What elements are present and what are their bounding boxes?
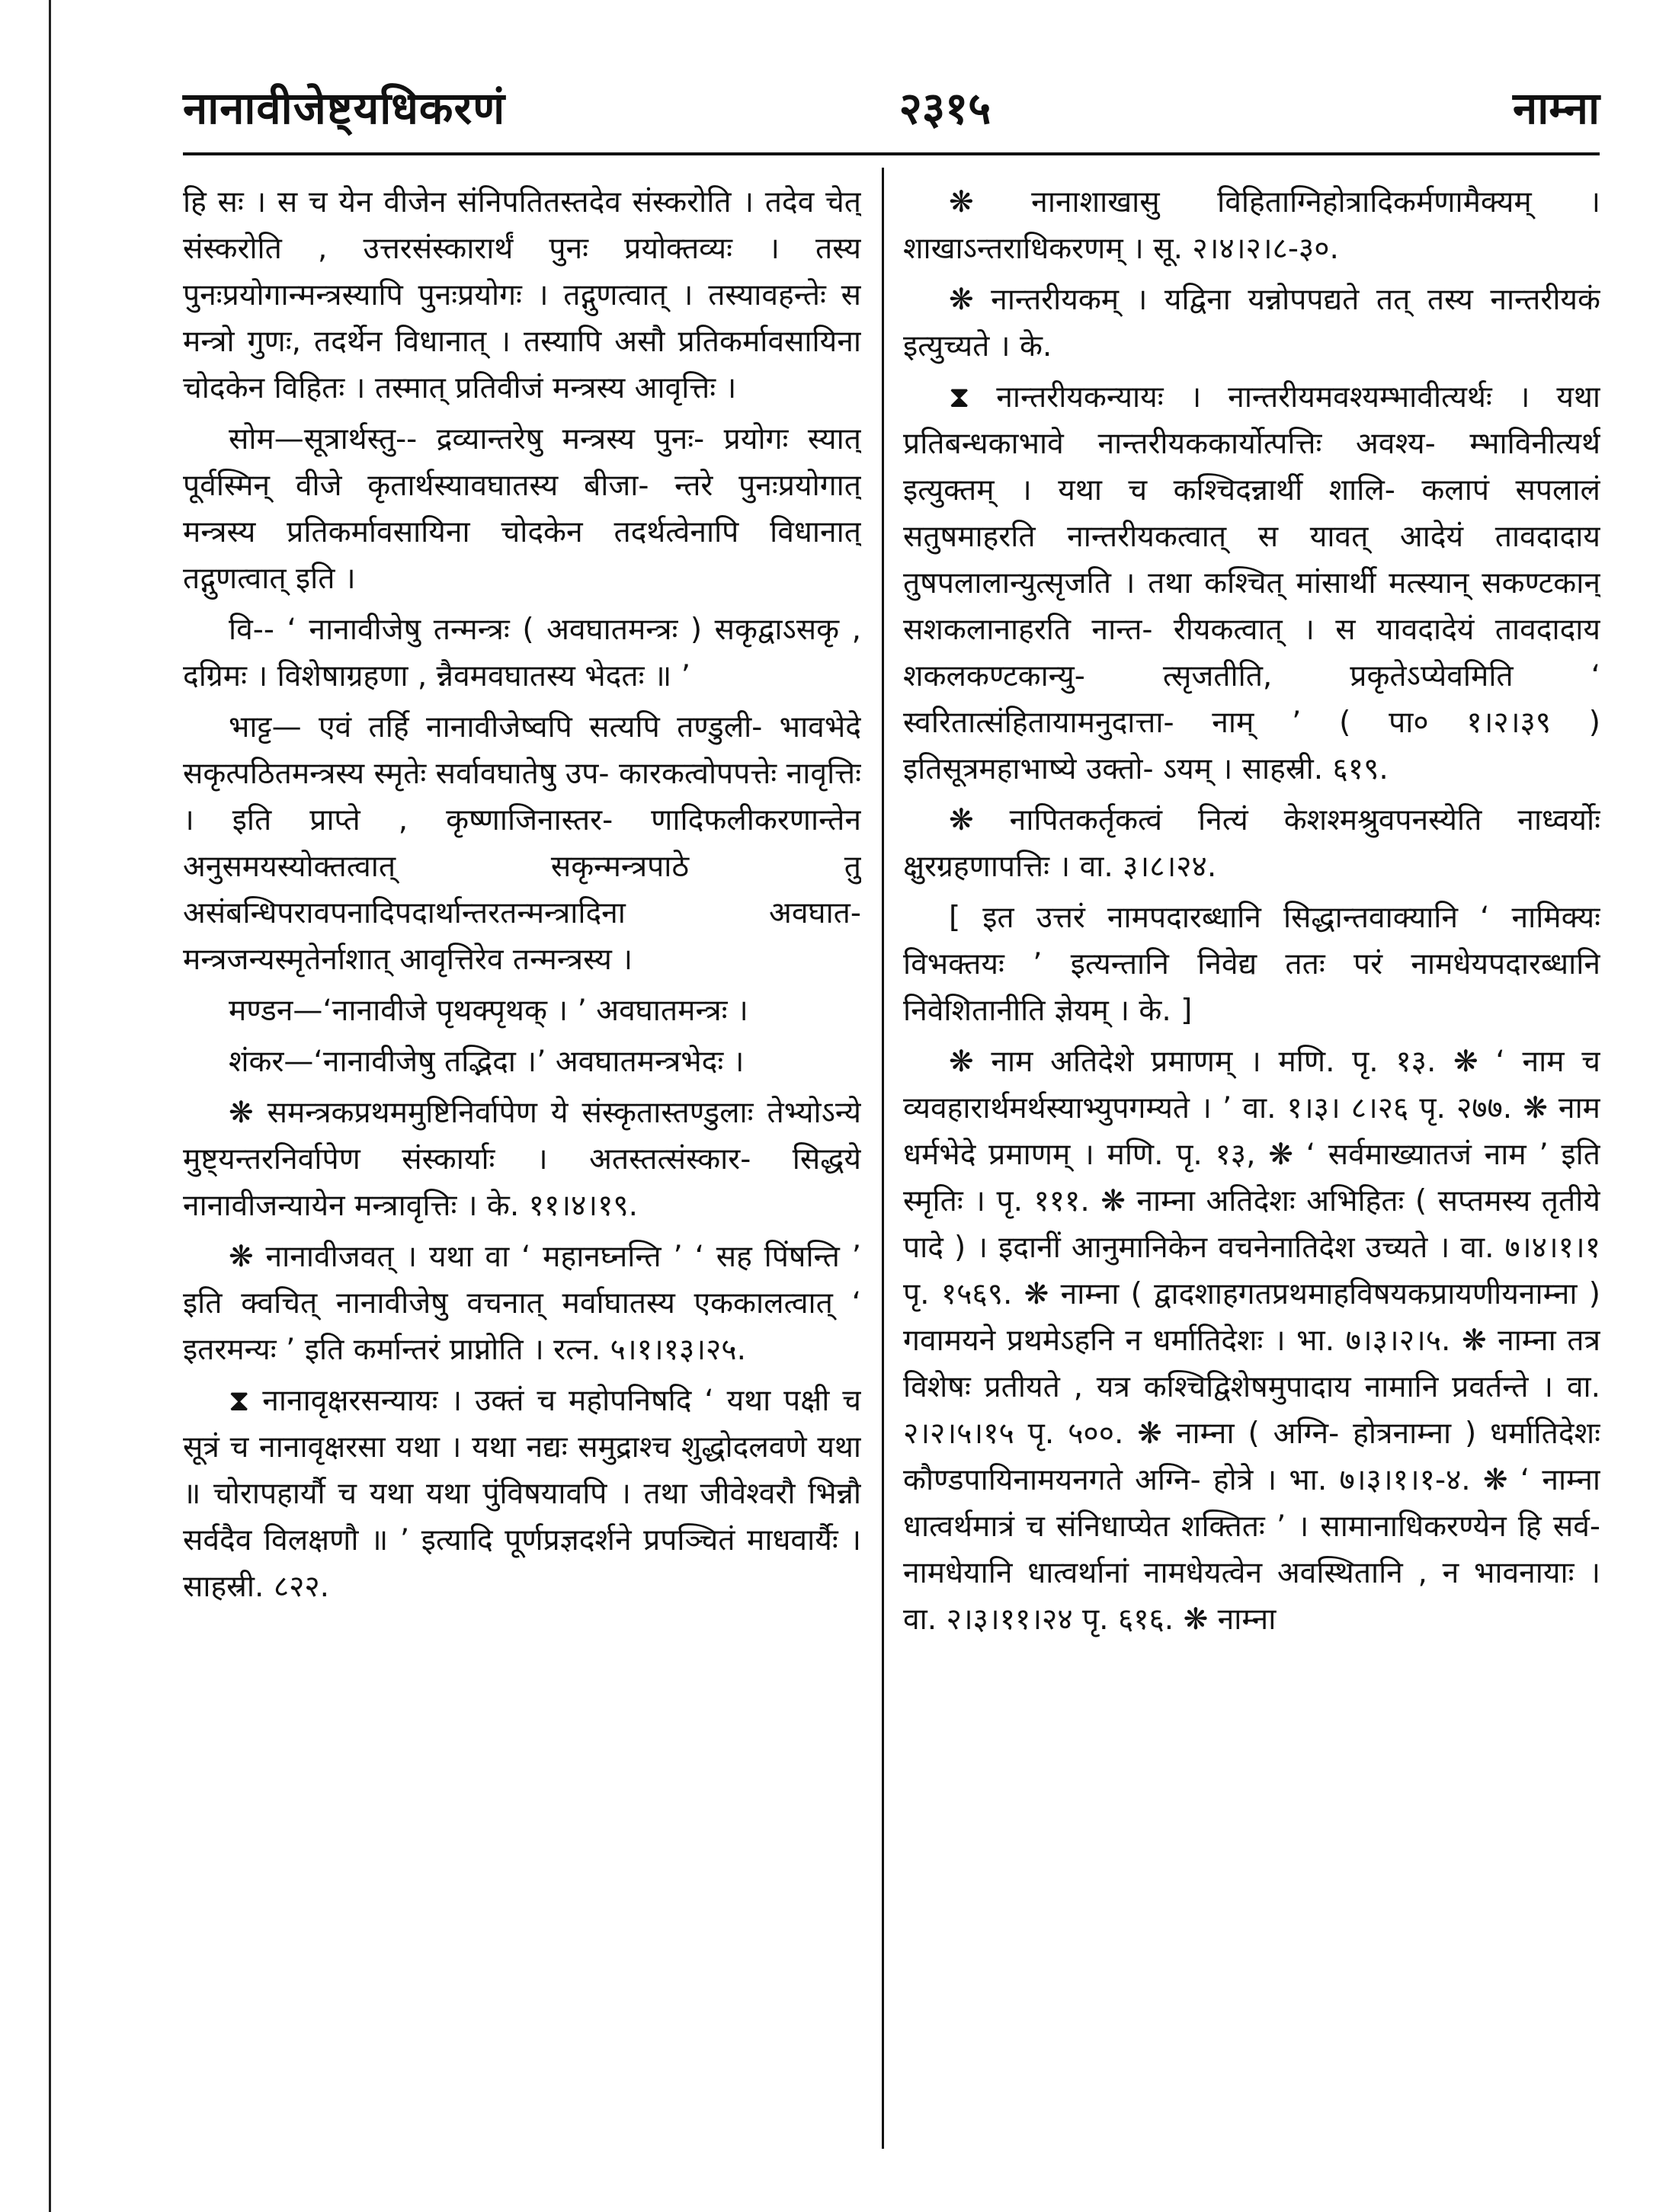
page-header [183,76,1600,145]
right-column [903,179,1600,2191]
running-title-left: नानावीजेष्ट्यधिकरणं [183,82,506,134]
page-binding-edge [49,0,51,2212]
right-paragraph: ❋ नापितकर्तृकत्वं नित्यं केशश्मश्रुवपनस्येति नाध्वर्योः क्षुरग्रहणापत्तिः । वा. ३।८।२४. [903,803,1600,884]
left-paragraph: भाट्ट— एवं तर्हि नानावीजेष्वपि सत्यपि तण्डुली- भावभेदे सकृत्पठितमन्त्रस्य स्मृतेः सर्वावघातेषु उप- कारकत्वोपपत्तेः नावृत्तिः । इति प्राप्ते , कृष्णाजिनास्तर- णादिफलीकरणान्तेन अनुसमयस्योक्तत्वात् सकृन्मन्त्रपाठे तु असंबन्धिपरावपनादिपदार्थान्तरतन्मन्त्रादिना अवघात- मन्त्रजन्यस्मृतेर्नाशात् आवृत्तिरेव तन्मन्त्रस्य । [183,710,861,977]
page-number: २३१५ [899,82,991,134]
left-paragraph: ❋ नानावीजवत् । यथा वा ‘ महानघ्नन्ति ’ ‘ सह पिंषन्ति ’ इति क्वचित् नानावीजेषु वचनात् मर्वाघातस्य एककालत्वात् ‘ इतरमन्यः ’ इति कर्मान्तरं प्राप्नोति । रत्न. ५।१।१३।२५. [183,1240,861,1367]
right-paragraph: ❋ नान्तरीयकम् । यद्विना यन्नोपपद्यते तत् तस्य नान्तरीयकं इत्युच्यते । के. [903,283,1600,363]
left-column [183,179,861,2191]
right-paragraph: ❋ नाम अतिदेशे प्रमाणम् । मणि. पृ. १३. ❋ ‘ नाम च व्यवहारार्थमर्थस्याभ्युपगम्यते । ’ वा. १।३। ८।२६ पृ. २७७. ❋ नाम धर्मभेदे प्रमाणम् । मणि. पृ. १३, ❋ ‘ सर्वमाख्यातजं नाम ’ इति स्मृतिः । पृ. १११. ❋ नाम्ना अतिदेशः अभिहितः ( सप्तमस्य तृतीये पादे ) । इदानीं आनुमानिकेन वचनेनातिदेश उच्यते । वा. ७।४।१।१ पृ. १५६९. ❋ नाम्ना ( द्वादशाहगतप्रथमाहविषयकप्रायणीयनाम्ना ) गवामयने प्रथमेऽहनि न धर्मातिदेशः । भा. ७।३।२।५. ❋ नाम्ना तत्र विशेषः प्रतीयते , यत्र कश्चिद्विशेषमुपादाय नामानि प्रवर्तन्ते । वा. २।२।५।१५ पृ. ५००. ❋ नाम्ना ( अग्नि- होत्रनाम्ना ) धर्मातिदेशः कौण्डपायिनामयनगते अग्नि- होत्रे । भा. ७।३।१।१-४. ❋ ‘ नाम्ना धात्वर्थमात्रं च संनिधाप्येत शक्तितः ’ । सामानाधिकरण्येन हि सर्व- नामधेयानि धात्वर्थानां नामधेयत्वेन अवस्थितानि , न भावनायाः । वा. २।३।११।२४ पृ. ६१६. ❋ नाम्ना [903,1045,1600,1637]
left-paragraph: ⧗ नानावृक्षरसन्यायः । उक्तं च महोपनिषदि ‘ यथा पक्षी च सूत्रं च नानावृक्षरसा यथा । यथा नद्यः समुद्राश्च शुद्धोदलवणे यथा ॥ चोरापहार्यौ च यथा यथा पुंविषयावपि । तथा जीवेश्वरौ भिन्नौ सर्वदैव विलक्षणौ ॥ ’ इत्यादि पूर्णप्रज्ञदर्शने प्रपञ्चितं माधवार्यैः । साहस्री. ८२२. [183,1384,861,1604]
left-paragraph: शंकर—‘नानावीजेषु तद्भिदा ।’ अवघातमन्त्रभेदः । [229,1045,745,1079]
right-paragraph: [ इत उत्तरं नामपदारब्धानि सिद्धान्तवाक्यानि ‘ नामिक्यः विभक्तयः ’ इत्यन्तानि निवेद्य ततः परं नामधेयपदारब्धानि निवेशितानीति ज्ञेयम् । के. ] [903,901,1600,1028]
left-paragraph: ❋ समन्त्रकप्रथममुष्टिनिर्वापेण ये संस्कृतास्तण्डुलाः तेभ्योऽन्ये मुष्ट्यन्तरनिर्वापेण संस्कार्याः । अतस्तत्संस्कार- सिद्धये नानावीजन्यायेन मन्त्रावृत्तिः । के. ११।४।१९. [183,1096,861,1223]
right-paragraph: ⧗ नान्तरीयकन्यायः । नान्तरीयमवश्यम्भावीत्यर्थः । यथा प्रतिबन्धकाभावे नान्तरीयककार्योत्पत्तिः अवश्य- म्भाविनीत्यर्थ इत्युक्तम् । यथा च कश्चिदन्नार्थी शालि- कलापं सपलालं सतुषमाहरति नान्तरीयकत्वात् स यावत् आदेयं तावदादाय तुषपलालान्युत्सृजति । तथा कश्चित् मांसार्थी मत्स्यान् सकण्टकान् सशकलानाहरति नान्त- रीयकत्वात् । स यावदादेयं तावदादाय शकलकण्टकान्यु- त्सृजतीति, प्रकृतेऽप्येवमिति ‘ स्वरितात्संहितायामनुदात्ता- नाम् ’ ( पा० १।२।३९ ) इतिसूत्रमहाभाष्ये उक्तो- ऽयम् । साहस्री. ६१९. [903,380,1600,786]
running-title-right: नाम्ना [1513,82,1600,134]
left-paragraph: मण्डन—‘नानावीजे पृथक्पृथक् । ’ अवघातमन्त्रः । [229,994,748,1028]
header-rule [183,152,1600,155]
column-divider [882,168,884,2149]
left-paragraph: वि-- ‘ नानावीजेषु तन्मन्त्रः ( अवघातमन्त्रः ) सकृद्वाऽसकृ , दग्रिमः । विशेषाग्रहणा , न्नैवमवघातस्य भेदतः ॥ ’ [183,613,861,693]
right-paragraph: ❋ नानाशाखासु विहिताग्निहोत्रादिकर्मणामैक्यम् । शाखाऽन्तराधिकरणम् । सू. २।४।२।८-३०. [903,185,1600,266]
left-paragraph: हि सः । स च येन वीजेन संनिपतितस्तदेव संस्करोति । तदेव चेत् संस्करोति , उत्तरसंस्कारार्थं पुनः प्रयोक्तव्यः । तस्य पुनःप्रयोगान्मन्त्रस्यापि पुनःप्रयोगः । तद्गुणत्वात् । तस्यावहन्तेः स मन्त्रो गुणः, तदर्थेन विधानात् । तस्यापि असौ प्रतिकर्मावसायिना चोदकेन विहितः । तस्मात् प्रतिवीजं मन्त्रस्य आवृत्तिः । [183,185,861,405]
left-paragraph: सोम—सूत्रार्थस्तु-- द्रव्यान्तरेषु मन्त्रस्य पुनः- प्रयोगः स्यात् पूर्वस्मिन् वीजे कृतार्थस्यावघातस्य बीजा- न्तरे पुनःप्रयोगात् मन्त्रस्य प्रतिकर्मावसायिना चोदकेन तदर्थत्वेनापि विधानात् तद्गुणत्वात् इति । [183,422,861,596]
